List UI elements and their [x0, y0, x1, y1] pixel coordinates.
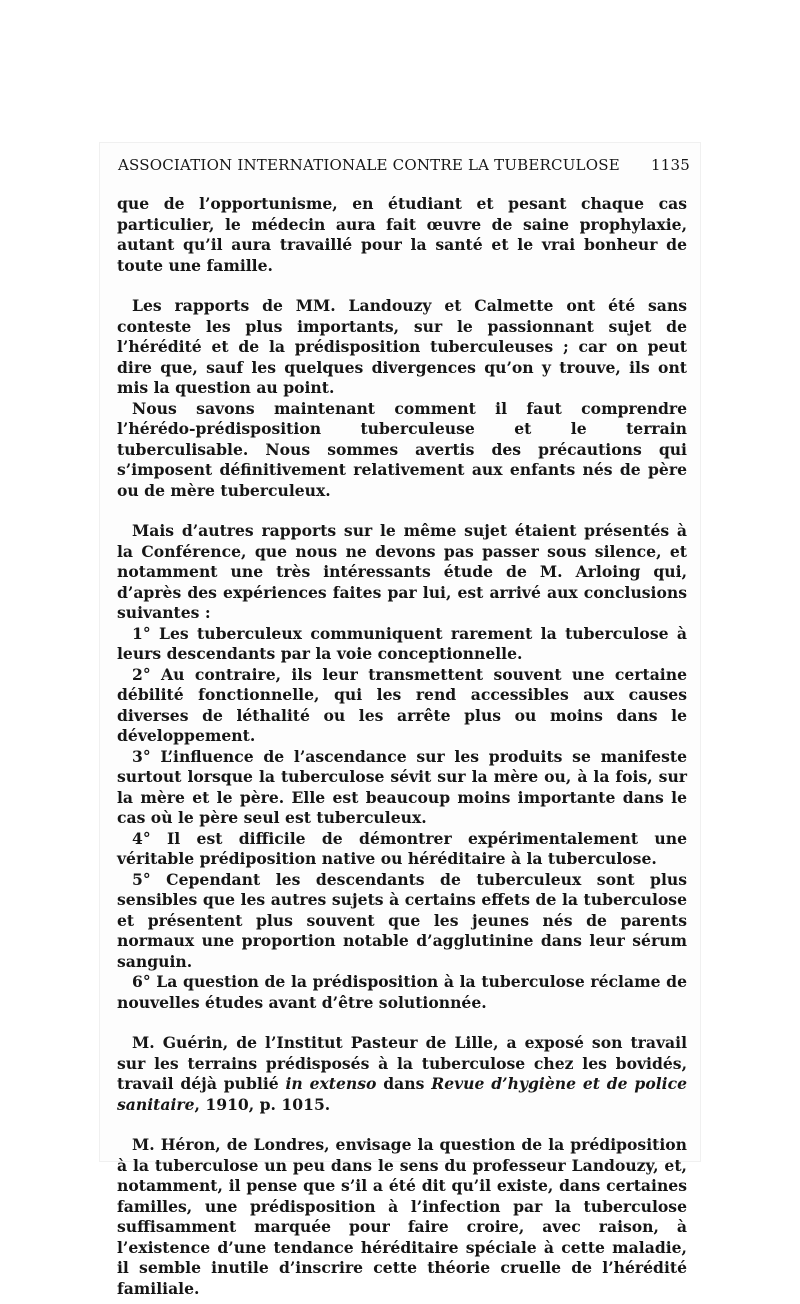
paragraph-rapports: Les rapports de MM. Landouzy et Calmette ont été sans conteste les plus importants, sur le passionnant sujet de l’hérédité et de la prédisposition tuberculeuses ; car on peut dire que, sauf les quelques divergences qu’on y trouve, ils ont mis la question au point.: [117, 296, 687, 397]
conclusion-item-1: 1° Les tuberculeux communiquent rarement la tuberculose à leurs descendants par la voie conceptionnelle.: [117, 623, 687, 663]
running-header: [118, 156, 690, 174]
guerin-tail: , 1910, p. 1015.: [194, 1094, 331, 1114]
paragraph-nous-savons: Nous savons maintenant comment il faut comprendre l’hérédo-prédisposition tuberculeuse et le terrain tuberculisable. Nous sommes avertis des précautions qui s’imposent définitivement relativement aux enfants nés de père ou de mère tuberculeux.: [117, 398, 687, 500]
page-body: [117, 194, 687, 1299]
guerin-journal: Revue d’hygiène et de police sanitaire: [117, 1074, 687, 1114]
header-title: ASSOCIATION INTERNATIONALE CONTRE LA TUBERCULOSE: [118, 156, 620, 174]
conclusion-item-4: 4° Il est difficile de démontrer expérimentalement une véritable prédiposition native ou héréditaire à la tuberculose.: [117, 828, 687, 868]
page-number: 1135: [651, 156, 690, 174]
guerin-lead: M. Guérin, de l’Institut Pasteur de Lille, a exposé son travail sur les terrains prédisposés à la tuberculose chez les bovidés, travail déjà publié: [117, 1033, 687, 1093]
paragraph-heron: M. Héron, de Londres, envisage la question de la prédiposition à la tuberculose un peu dans le sens du professeur Landouzy, et, notamment, il pense que s’il a été dit qu’il existe, dans certaines familles, une prédisposition à l’infection par la tuberculose suffisamment marquée pour faire croire, avec raison, à l’existence d’une tendance héréditaire spéciale à cette maladie, il semble inutile d’inscrire cette théorie cruelle de l’hérédité familiale.: [117, 1135, 687, 1298]
conclusion-item-3: 3° L’influence de l’ascendance sur les produits se manifeste surtout lorsque la tuberculose sévit sur la mère ou, à la fois, sur la mère et le père. Elle est beaucoup moins importante dans le cas où le père seul est tuberculeux.: [117, 746, 687, 827]
paragraph-continuation: que de l’opportunisme, en étudiant et pesant chaque cas particulier, le médecin aura fait œuvre de saine prophylaxie, autant qu’il aura travaillé pour la santé et le vrai bonheur de toute une famille.: [117, 194, 687, 275]
conclusion-item-2: 2° Au contraire, ils leur transmettent souvent une certaine débilité fonctionnelle, qui les rend accessibles aux causes diverses de léthalité ou les arrête plus ou moins dans le développement.: [117, 664, 687, 745]
conclusion-item-6: 6° La question de la prédisposition à la tuberculose réclame de nouvelles études avant d’être solutionnée.: [117, 972, 687, 1012]
paragraph-guerin: [117, 1033, 687, 1115]
paragraph-arloing: Mais d’autres rapports sur le même sujet étaient présentés à la Conférence, que nous ne devons pas passer sous silence, et notamment une très intéressants étude de M. Arloing qui, d’après des expériences faites par lui, est arrivé aux conclusions suivantes :: [117, 521, 687, 622]
guerin-mid: dans: [376, 1074, 432, 1093]
guerin-in-extenso: in extenso: [285, 1074, 377, 1093]
conclusion-item-5: 5° Cependant les descendants de tuberculeux sont plus sensibles que les autres sujets à certains effets de la tuberculose et présentent plus souvent que les jeunes nés de parents normaux une proportion notable d’agglutinine dans leur sérum sanguin.: [117, 869, 687, 971]
